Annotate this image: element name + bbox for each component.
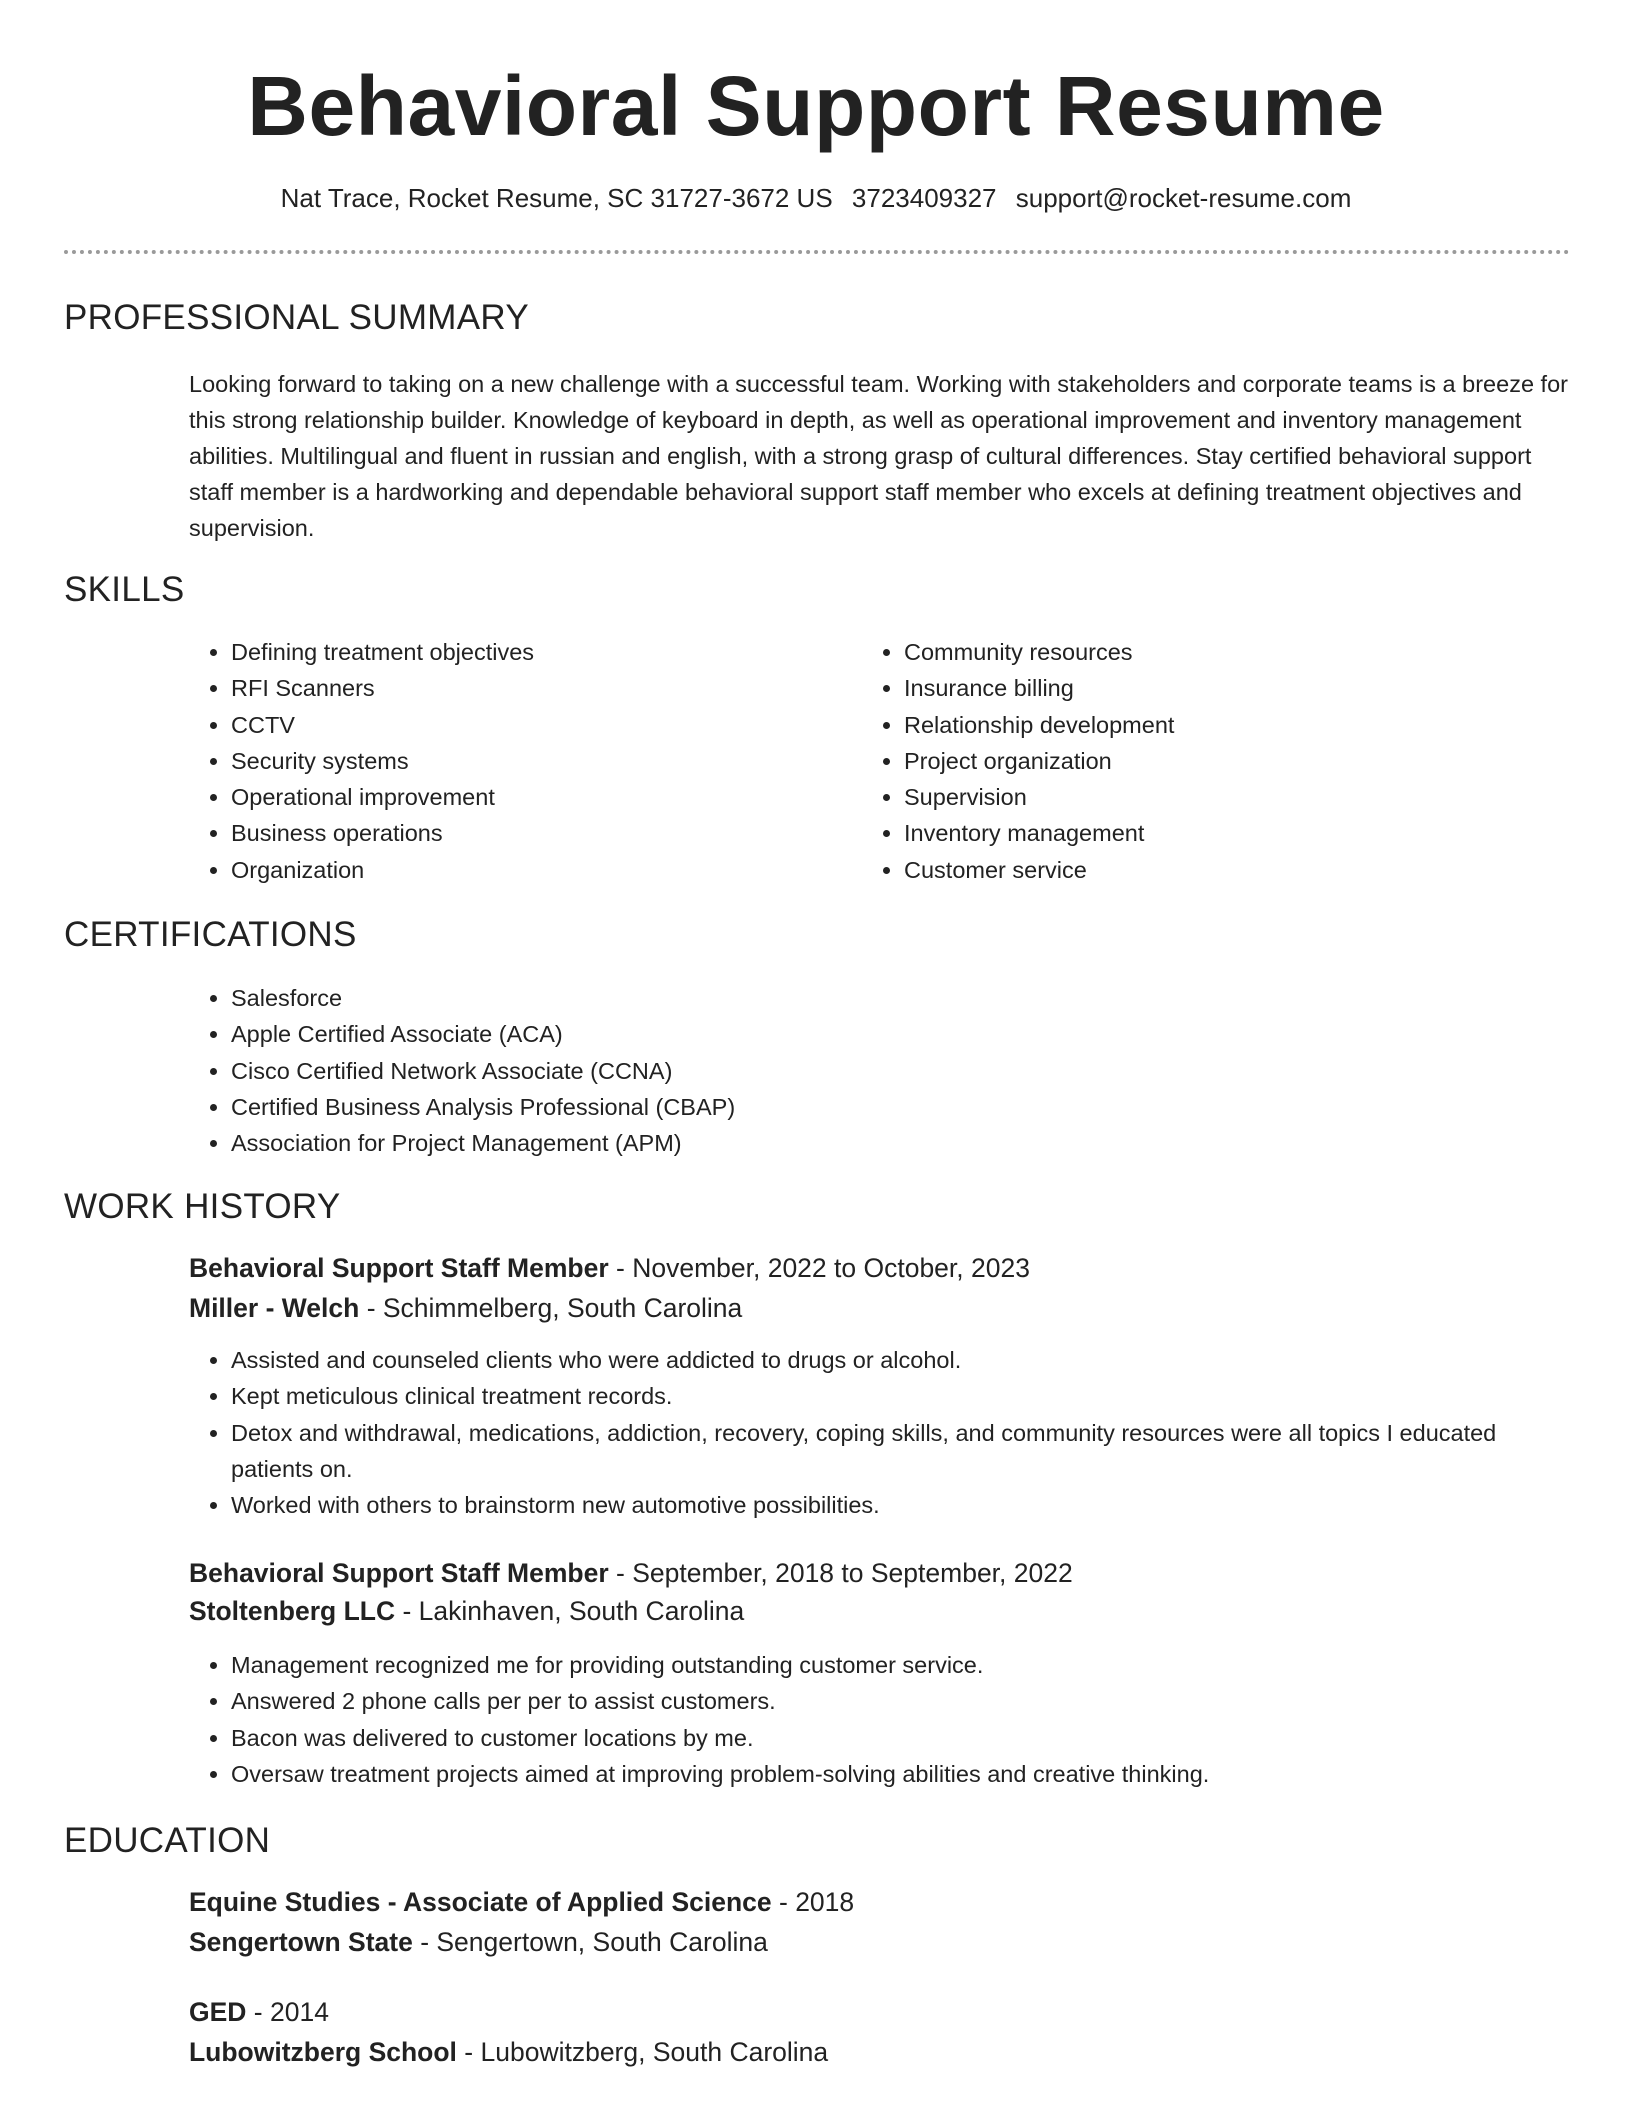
skill-item: • Supervision [904, 779, 1504, 815]
job-bullets [187, 1647, 1531, 1792]
skill-item: • Operational improvement [231, 779, 831, 815]
job-title: Behavioral Support Staff Member [189, 1253, 609, 1283]
skills-list-right [860, 634, 1504, 888]
contact-address: Nat Trace, Rocket Resume, SC 31727-3672 US [280, 183, 833, 213]
header-divider [64, 250, 1570, 254]
job-bullet: • Answered 2 phone calls per per to assist customers. [231, 1683, 1531, 1719]
job-bullet: • Worked with others to brainstorm new automotive possibilities. [231, 1487, 1531, 1523]
contact-email: support@rocket-resume.com [1015, 183, 1352, 213]
skill-item: • Community resources [904, 634, 1504, 670]
job-title-line [189, 1556, 1073, 1590]
skill-item: • Security systems [231, 743, 831, 779]
section-heading-skills: SKILLS [64, 570, 185, 609]
education-degree: Equine Studies - Associate of Applied Science [189, 1887, 772, 1917]
job-title-line [189, 1251, 1030, 1285]
skill-item: • Inventory management [904, 815, 1504, 851]
skill-item: • RFI Scanners [231, 670, 831, 706]
job-company: Stoltenberg LLC [189, 1596, 396, 1626]
job-company: Miller - Welch [189, 1293, 360, 1323]
section-heading-work-history: WORK HISTORY [64, 1187, 341, 1226]
skills-list-left [187, 634, 831, 888]
section-heading-certifications: CERTIFICATIONS [64, 915, 357, 954]
job-dates: - November, 2022 to October, 2023 [608, 1253, 1030, 1283]
job-bullet: • Detox and withdrawal, medications, addiction, recovery, coping skills, and community resources were all topics I educated patients on. [231, 1415, 1531, 1488]
contact-line [0, 182, 1632, 214]
education-degree: GED [189, 1997, 247, 2027]
job-bullet: • Assisted and counseled clients who were addicted to drugs or alcohol. [231, 1342, 1531, 1378]
education-school-line [189, 2035, 828, 2069]
skill-item: • Business operations [231, 815, 831, 851]
certification-item: • Cisco Certified Network Associate (CCNA) [231, 1053, 1531, 1089]
education-degree-line [189, 1995, 329, 2029]
education-location: - Sengertown, South Carolina [412, 1927, 768, 1957]
contact-phone: 3723409327 [851, 183, 997, 213]
education-year: - 2018 [771, 1887, 855, 1917]
education-school-line [189, 1925, 768, 1959]
job-bullet: • Management recognized me for providing outstanding customer service. [231, 1647, 1531, 1683]
skill-item: • Project organization [904, 743, 1504, 779]
education-school: Sengertown State [189, 1927, 413, 1957]
job-bullet: • Oversaw treatment projects aimed at improving problem-solving abilities and creative thinking. [231, 1756, 1531, 1792]
skill-item: • Customer service [904, 852, 1504, 888]
job-bullet: • Kept meticulous clinical treatment records. [231, 1378, 1531, 1414]
job-location: - Lakinhaven, South Carolina [395, 1596, 745, 1626]
education-degree-line [189, 1885, 854, 1919]
job-location: - Schimmelberg, South Carolina [359, 1293, 743, 1323]
skill-item: • CCTV [231, 707, 831, 743]
job-dates: - September, 2018 to September, 2022 [608, 1558, 1073, 1588]
education-school: Lubowitzberg School [189, 2037, 457, 2067]
education-location: - Lubowitzberg, South Carolina [456, 2037, 829, 2067]
certification-item: • Apple Certified Associate (ACA) [231, 1016, 1531, 1052]
section-heading-education: EDUCATION [64, 1821, 271, 1860]
skill-item: • Defining treatment objectives [231, 634, 831, 670]
education-year: - 2014 [246, 1997, 329, 2027]
section-heading-summary: PROFESSIONAL SUMMARY [64, 298, 529, 337]
job-bullet: • Bacon was delivered to customer locations by me. [231, 1720, 1531, 1756]
skill-item: • Relationship development [904, 707, 1504, 743]
certification-item: • Association for Project Management (APM) [231, 1125, 1531, 1161]
skill-item: • Organization [231, 852, 831, 888]
certification-item: • Certified Business Analysis Professional (CBAP) [231, 1089, 1531, 1125]
summary-text: Looking forward to taking on a new challenge with a successful team. Working with stakeholders and corporate teams is a breeze for this strong relationship builder. Knowledge of keyboard in depth, as well as operational improvement and inventory management abilities. Multilingual and fluent in russian and english, with a strong grasp of cultural differences. Stay certified behavioral support staff member is a hardworking and dependable behavioral support staff member who excels at defining treatment objectives and supervision. [189, 371, 1568, 541]
job-company-line [189, 1594, 744, 1628]
skill-item: • Insurance billing [904, 670, 1504, 706]
job-company-line [189, 1291, 742, 1325]
certification-item: • Salesforce [231, 980, 1531, 1016]
certifications-list [187, 980, 1531, 1161]
job-title: Behavioral Support Staff Member [189, 1558, 609, 1588]
resume-title: Behavioral Support Resume [247, 59, 1385, 153]
job-bullets [187, 1342, 1531, 1523]
